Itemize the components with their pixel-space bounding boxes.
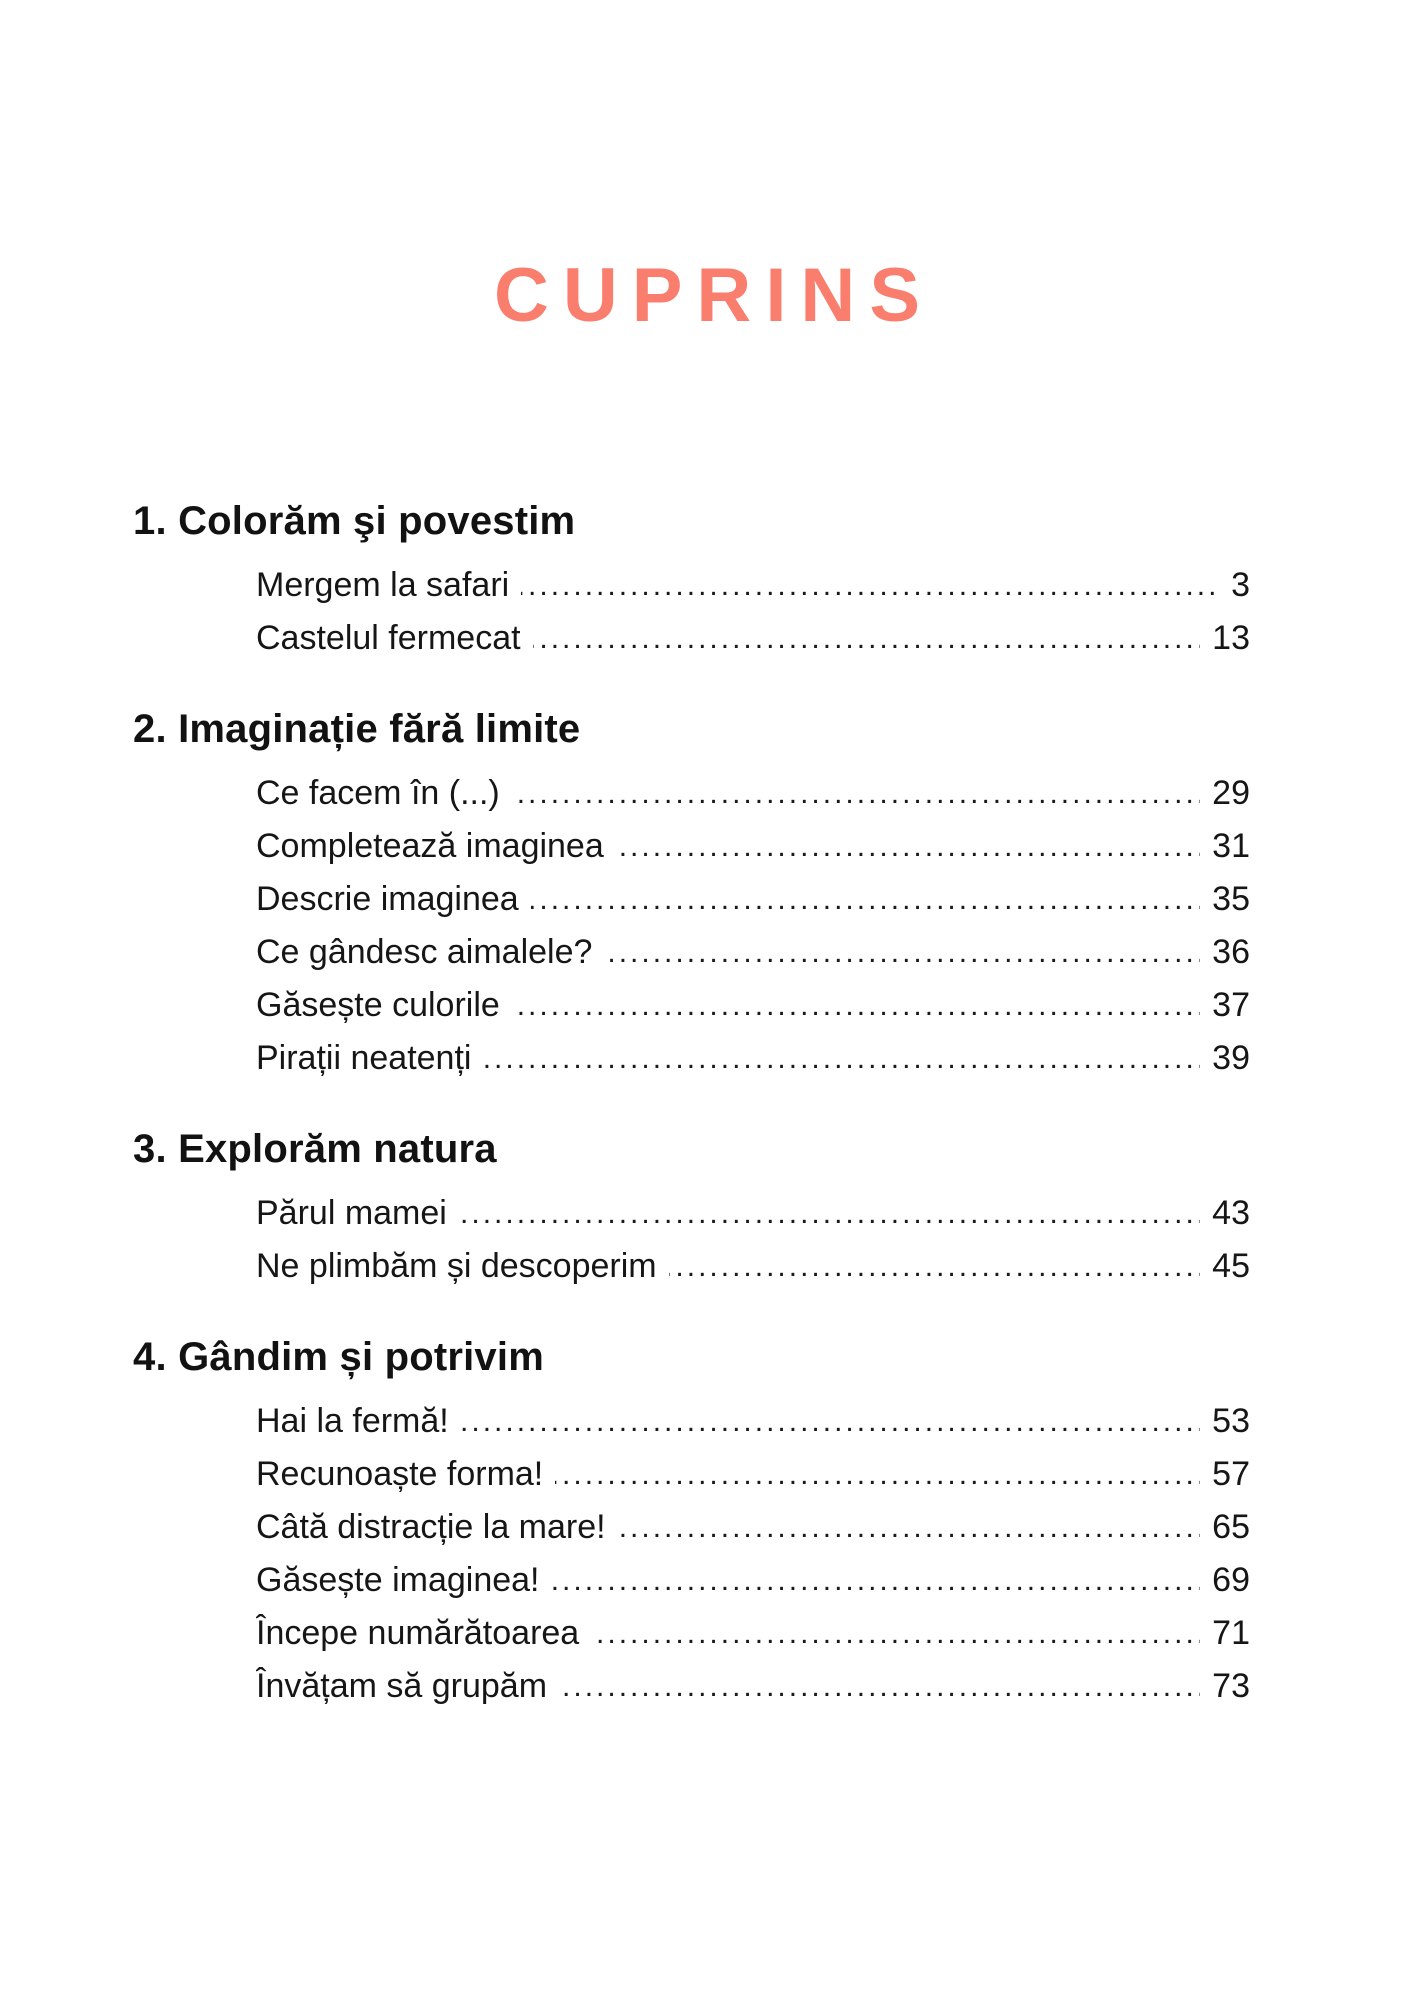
section-entries	[256, 1187, 1250, 1293]
table-of-contents	[133, 497, 1250, 1713]
toc-entry-page: 36	[1200, 926, 1250, 979]
section-heading: 1. Colorăm şi povestim	[133, 499, 576, 543]
toc-entry-label: Ce facem în (...)	[256, 774, 512, 812]
toc-entry-page: 65	[1200, 1501, 1250, 1554]
toc-entry	[256, 1395, 1250, 1448]
toc-entry	[256, 612, 1250, 665]
toc-entry	[256, 1501, 1250, 1554]
toc-entry-page: 53	[1200, 1395, 1250, 1448]
section-heading: 3. Explorăm natura	[133, 1127, 497, 1171]
toc-entry	[256, 926, 1250, 979]
toc-entry-label: Începe numărătoarea	[256, 1614, 591, 1652]
section-entries	[256, 559, 1250, 665]
toc-entry-page: 31	[1200, 820, 1250, 873]
toc-entry	[256, 820, 1250, 873]
section-entries	[256, 1395, 1250, 1713]
section-heading: 2. Imaginație fără limite	[133, 707, 581, 751]
toc-entry-label: Învățam să grupăm	[256, 1667, 559, 1705]
toc-entry-page: 13	[1200, 612, 1250, 665]
toc-entry-label: Mergem la safari	[256, 566, 521, 604]
toc-entry	[256, 1032, 1250, 1085]
toc-entry-label: Câtă distracție la mare!	[256, 1508, 618, 1546]
toc-entry-label: Hai la fermă!	[256, 1402, 461, 1440]
toc-entry	[256, 979, 1250, 1032]
toc-entry-label: Părul mamei	[256, 1194, 459, 1232]
toc-section-1	[133, 497, 1250, 665]
toc-entry-label: Completează imaginea	[256, 827, 616, 865]
toc-section-4	[133, 1333, 1250, 1713]
toc-entry-page: 43	[1200, 1187, 1250, 1240]
toc-entry-page: 57	[1200, 1448, 1250, 1501]
toc-entry-page: 35	[1200, 873, 1250, 926]
toc-entry-label: Găsește imaginea!	[256, 1561, 552, 1599]
toc-entry-label: Ne plimbăm și descoperim	[256, 1247, 669, 1285]
section-entries	[256, 767, 1250, 1085]
toc-entry-page: 45	[1200, 1240, 1250, 1293]
toc-entry	[256, 1240, 1250, 1293]
toc-entry-label: Recunoaște forma!	[256, 1455, 555, 1493]
toc-entry	[256, 1448, 1250, 1501]
toc-entry	[256, 767, 1250, 820]
toc-entry	[256, 1607, 1250, 1660]
toc-entry-label: Pirații neatenți	[256, 1039, 483, 1077]
toc-entry	[256, 1660, 1250, 1713]
toc-entry-label: Descrie imaginea	[256, 880, 531, 918]
toc-entry-label: Găsește culorile	[256, 986, 512, 1024]
toc-entry-page: 39	[1200, 1032, 1250, 1085]
toc-entry	[256, 873, 1250, 926]
toc-entry-page: 69	[1200, 1554, 1250, 1607]
toc-entry-page: 37	[1200, 979, 1250, 1032]
toc-entry-page: 73	[1200, 1660, 1250, 1713]
toc-entry	[256, 559, 1250, 612]
toc-entry-page: 3	[1219, 559, 1250, 612]
section-heading: 4. Gândim și potrivim	[133, 1335, 544, 1379]
toc-entry-label: Castelul fermecat	[256, 619, 533, 657]
toc-entry	[256, 1187, 1250, 1240]
page-title: CUPRINS	[493, 253, 935, 338]
toc-entry-page: 71	[1200, 1607, 1250, 1660]
toc-section-2	[133, 705, 1250, 1085]
toc-section-3	[133, 1125, 1250, 1293]
toc-entry	[256, 1554, 1250, 1607]
toc-entry-page: 29	[1200, 767, 1250, 820]
toc-entry-label: Ce gândesc aimalele?	[256, 933, 604, 971]
